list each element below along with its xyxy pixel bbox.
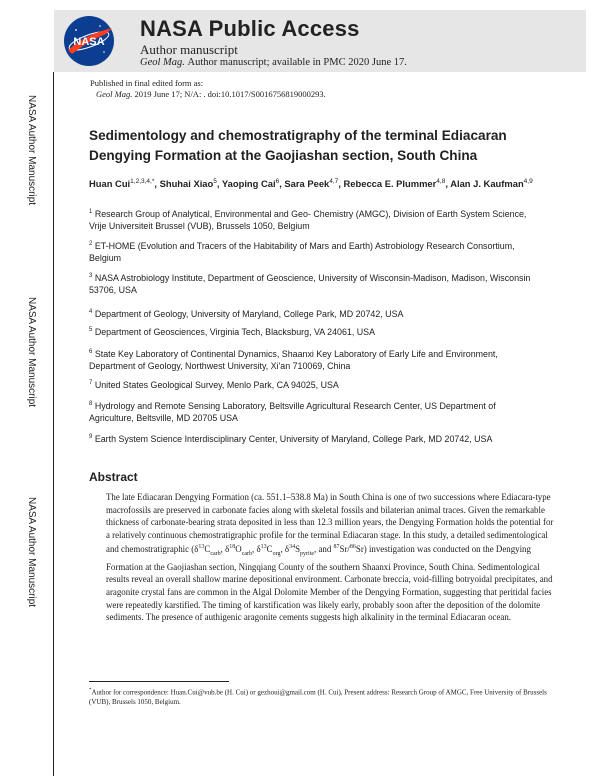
page-title: NASA Public Access <box>140 16 360 41</box>
affiliation-2: $^2$ ET-HOME (Evolution and Tracers of the Habitability of Mars and Earth) Astrobiology Research Consortium, Belgium <box>89 240 515 264</box>
author-name: Alan J. Kaufman <box>450 178 524 190</box>
journal-abbrev: Geol Mag. <box>140 57 185 68</box>
author-name: Huan Cui <box>89 178 131 190</box>
author-sup: 4,8 <box>436 178 446 185</box>
author-name: Yaoping Cai <box>221 178 276 190</box>
author-sup: 1,2,3,4,* <box>130 178 155 185</box>
availability-text: Author manuscript; available in PMC 2020 June 17. <box>187 57 407 68</box>
author-sup: 4,9 <box>523 178 533 185</box>
affiliation-6: $^6$ State Key Laboratory of Continental Dynamics, Shaanxi Key Laboratory of Early Life and Environment, Department of Geology, Northwest University, Xi'an 710069, China <box>89 348 498 372</box>
affiliation-7: $^7$ United States Geological Survey, Menlo Park, CA 94025, USA <box>89 379 339 390</box>
published-label: Published in final edited form as: <box>90 78 204 88</box>
footnote: *Author for correspondence: Huan.Cui@vub.be (H. Cui) or gezhoui@gmail.com (H. Cui), Present address: Research Group of AMGC, Free University of Brussels (VUB), Brussels 1050, Belgium. <box>89 688 547 706</box>
author-sup: 6 <box>275 178 280 185</box>
footnote-rule <box>89 681 229 682</box>
author-list: Huan Cui$^{1,2,3,4,*}$, Shuhai Xiao$^5$, Yaoping Cai$^6$, Sara Peek$^{4,7}$, Rebecca E. Plummer$^{4,8}$, Alan J. Kaufman$^{4,9}$ <box>89 178 533 190</box>
published-citation <box>96 89 326 99</box>
nasa-logo-icon <box>62 14 116 68</box>
published-citation-text: 2019 June 17; N/A: . doi:10.1017/S0016756819000293. <box>134 89 326 99</box>
sidebar-label-3: NASA Author Manuscript <box>26 497 37 608</box>
affiliation-3: $^3$ NASA Astrobiology Institute, Department of Geoscience, University of Wisconsin-Madison, Madison, Wisconsin 53706, USA <box>89 272 531 296</box>
affiliation-9: $^9$ Earth System Science Interdisciplinary Center, University of Maryland, College Park, MD 20742, USA <box>89 433 493 444</box>
author-sup: 5 <box>213 178 217 185</box>
abstract-body: The late Ediacaran Dengying Formation (ca. 551.1–538.8 Ma) in South China is one of two successions where Ediacara-type macrofossils are preserved in carbonate facies along with skeletal fossils and bilaterian animal traces. Given the remarkable thickness of carbonate-bearing strata deposited in less than 12.3 million years, the Dengying Formation holds the potential for a relatively continuous chemostratigraphic profile for the terminal Ediacaran stage. In this study, a detailed sedimentological and chemostratigraphic ($\delta^{13}C_{carb}$, $\delta^{18}O_{carb}$, $\delta^{13}C_{org}$, $\delta^{34}S_{pyrite}$, and $^{87}$Sr/$^{86}$Sr) investigation was conducted on the Dengying Formation at the Gaojiashan section, Ningqiang County of the southern Shaanxi Province, South China. Sedimentological results reveal an overall shallow marine depositional environment. Carbonate breccia, void-filling botryoidal precipitates, and aragonite crystal fans are common in the Algal Dolomite Member of the Dengying Formation, suggesting that peritidal facies were repeatedly karstified. The timing of karstification was likely early, probably soon after the deposition of the dolomite sediments. The presence of authigenic aragonite cements suggests high alkalinity in the terminal Ediacaran ocean. <box>106 492 554 623</box>
sidebar-label-1: NASA Author Manuscript <box>26 95 37 206</box>
author-name: Rebecca E. Plummer <box>343 178 437 190</box>
paper-title: Sedimentology and chemostratigraphy of the terminal Ediacaran Dengying Formation at the Gaojiashan section, South China <box>89 128 507 163</box>
sidebar-label-2: NASA Author Manuscript <box>26 297 37 408</box>
author-name: Shuhai Xiao <box>159 178 214 190</box>
affiliation-4: $^4$ Department of Geology, University of Maryland, College Park, MD 20742, USA <box>89 308 404 319</box>
abstract-heading: Abstract <box>89 470 138 484</box>
nasa-logo-text: NASA <box>73 36 105 48</box>
author-name: Sara Peek <box>284 178 330 190</box>
affiliation-5: $^5$ Department of Geosciences, Virginia Tech, Blacksburg, VA 24061, USA <box>89 326 376 337</box>
manuscript-type: Author manuscript <box>140 42 238 57</box>
published-journal: Geol Mag. <box>96 89 133 99</box>
affiliation-8: $^8$ Hydrology and Remote Sensing Laboratory, Beltsville Agricultural Research Center, US Department of Agriculture, Beltsville, MD 20705 USA <box>89 400 496 424</box>
availability-line <box>140 57 407 68</box>
author-sup: 4,7 <box>329 178 339 185</box>
margin-divider <box>53 72 54 776</box>
affiliation-1: $^1$ Research Group of Analytical, Environmental and Geo- Chemistry (AMGC), Division of Earth System Science, Vrije Universiteit Brussel (VUB), Brussels 1050, Belgium <box>89 208 527 232</box>
